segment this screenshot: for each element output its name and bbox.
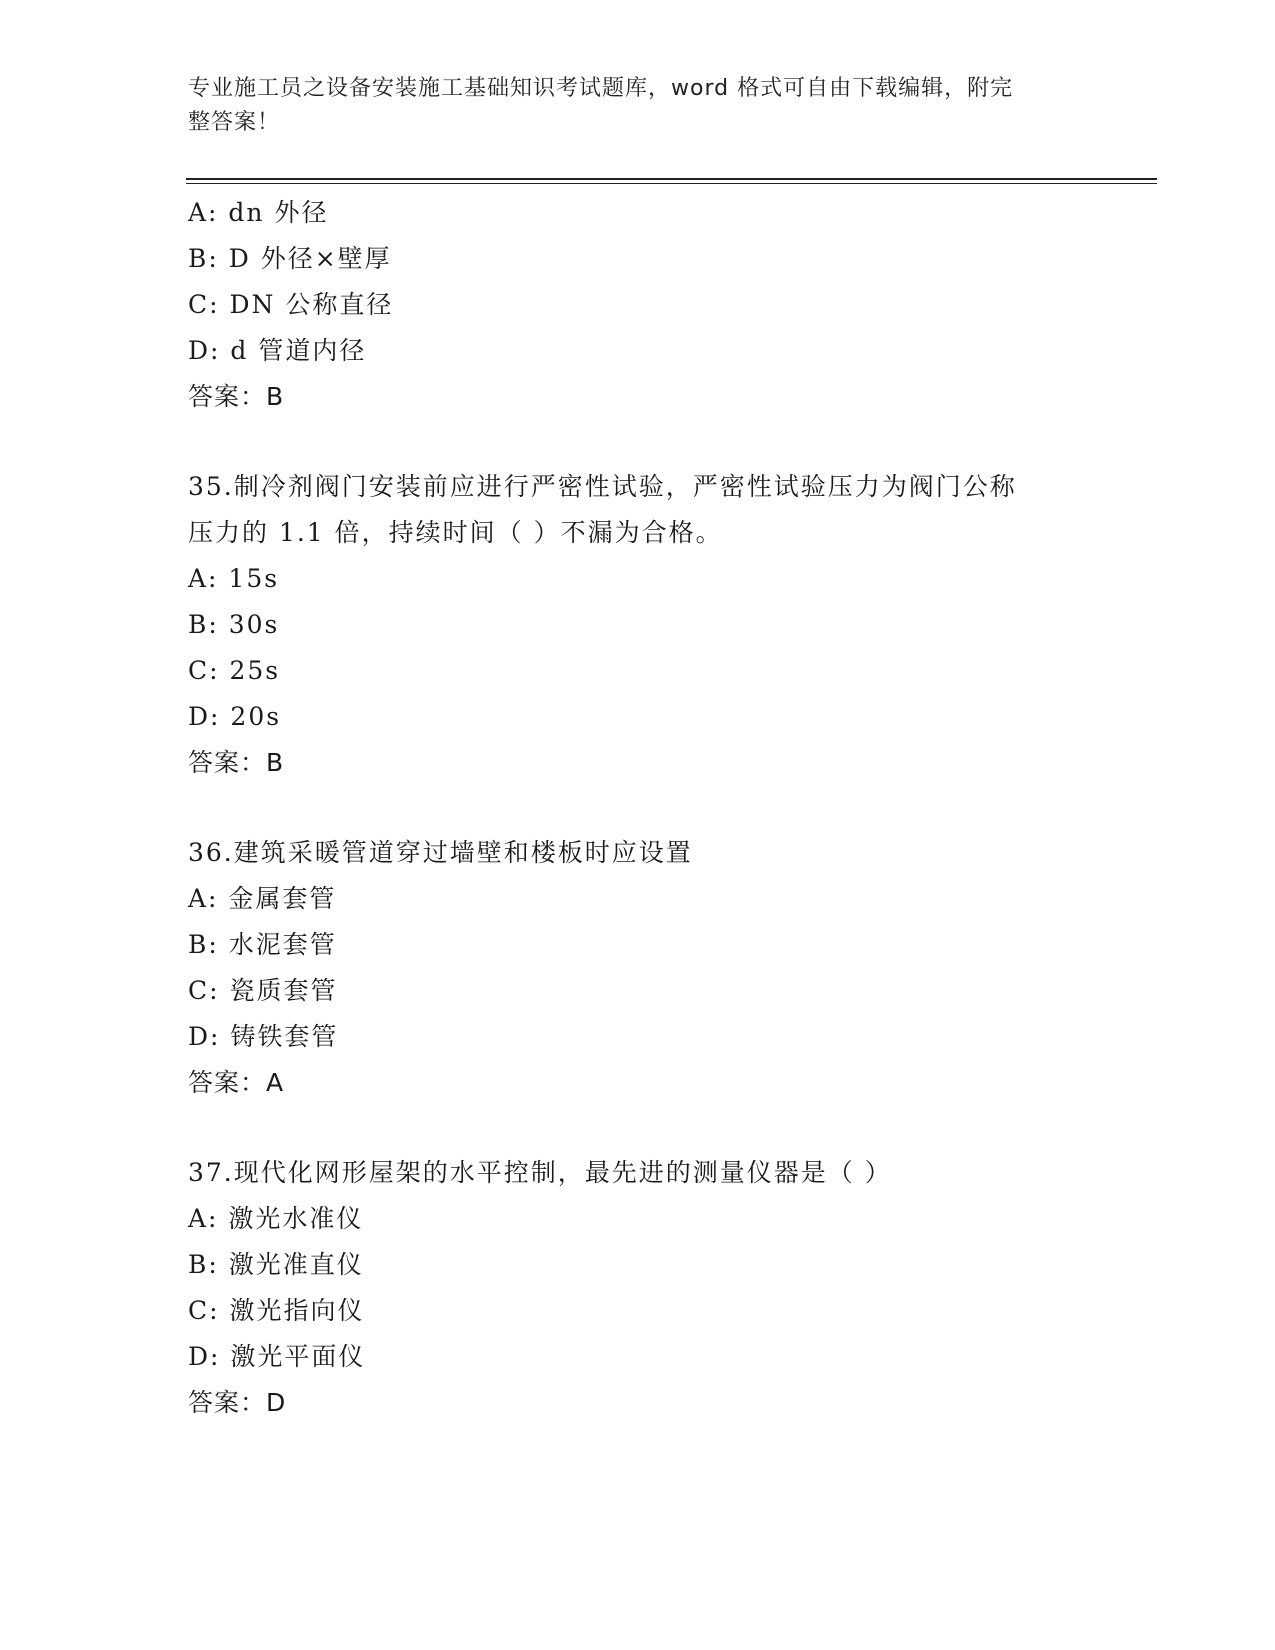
question-block-37 [188, 1150, 1088, 1426]
question-text-line-2: 压力的 1.1 倍，持续时间（ ）不漏为合格。 [188, 518, 723, 547]
answer: 答案：B [188, 748, 285, 777]
option-d: D: 铸铁套管 [188, 1022, 339, 1051]
question-block-36 [188, 830, 1088, 1106]
option-c: C: 激光指向仪 [188, 1296, 365, 1325]
answer: 答案：D [188, 1388, 287, 1417]
option-b: B: 30s [188, 610, 280, 639]
option-a: A: 激光水准仪 [188, 1204, 364, 1233]
option-c: C: 25s [188, 656, 281, 685]
option-a: A: 15s [188, 564, 280, 593]
header-line-2: 整答案！ [188, 110, 281, 135]
header-line-1: 专业施工员之设备安装施工基础知识考试题库，word 格式可自由下载编辑，附完 [188, 76, 1014, 101]
answer: 答案：A [188, 1068, 285, 1097]
option-c: C: 瓷质套管 [188, 976, 338, 1005]
question-text-line-1: 37.现代化网形屋架的水平控制，最先进的测量仪器是（ ） [188, 1158, 892, 1187]
spacer [188, 1106, 1088, 1150]
option-b: B: 激光准直仪 [188, 1250, 364, 1279]
spacer [188, 786, 1088, 830]
option-a: A: 金属套管 [188, 884, 337, 913]
spacer [188, 420, 1088, 464]
page-header [188, 72, 1068, 140]
answer: 答案：B [188, 382, 285, 411]
header-rule-thick [186, 178, 1157, 180]
option-d: D: d 管道内径 [188, 336, 367, 365]
option-a: A: dn 外径 [188, 198, 329, 227]
option-d: D: 激光平面仪 [188, 1342, 366, 1371]
option-d: D: 20s [188, 702, 282, 731]
option-b: B: D 外径×壁厚 [188, 244, 392, 273]
header-rule-thin [186, 183, 1157, 184]
question-list [188, 190, 1088, 1426]
question-block-34 [188, 190, 1088, 420]
option-c: C: DN 公称直径 [188, 290, 394, 319]
question-text-line-1: 35.制冷剂阀门安装前应进行严密性试验，严密性试验压力为阀门公称 [188, 472, 1017, 501]
option-b: B: 水泥套管 [188, 930, 337, 959]
question-text-line-1: 36.建筑采暖管道穿过墙壁和楼板时应设置 [188, 838, 693, 867]
question-block-35 [188, 464, 1088, 786]
